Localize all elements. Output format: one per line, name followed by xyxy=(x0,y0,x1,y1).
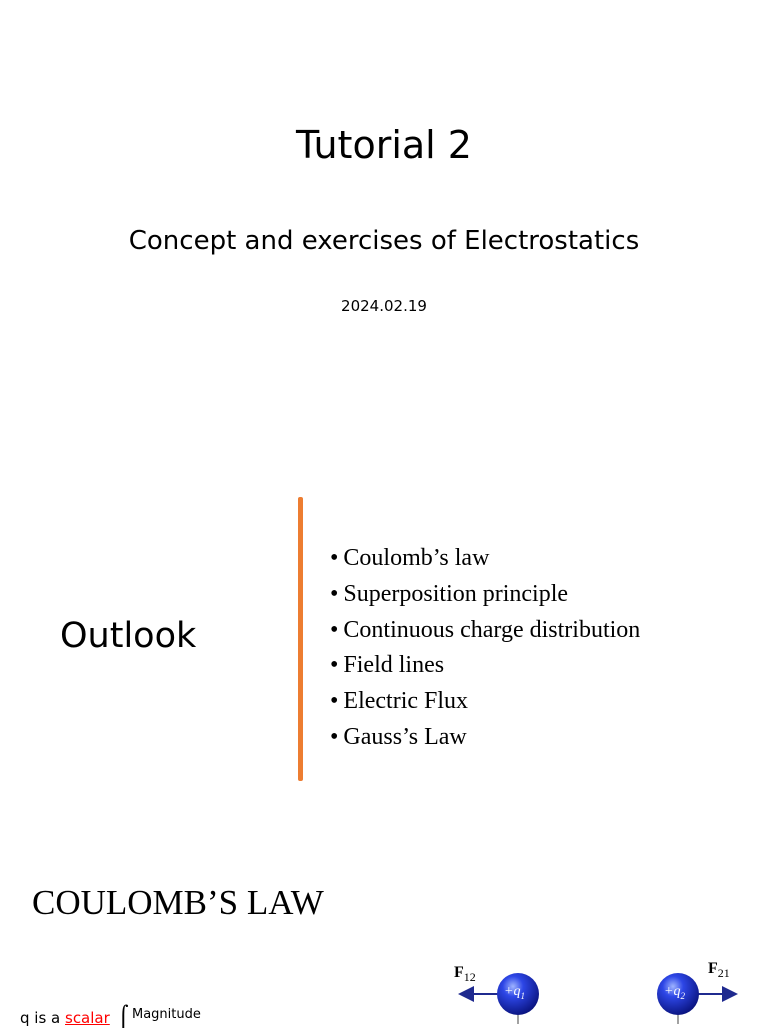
outlook-item: • Electric Flux xyxy=(330,684,640,720)
q-prefix: q is a xyxy=(20,1009,65,1027)
left-brace-icon: ⌠ xyxy=(118,1004,129,1028)
outlook-item: • Coulomb’s law xyxy=(330,541,640,577)
slide-title: Tutorial 2 xyxy=(296,123,472,167)
q-scalar-text xyxy=(20,1009,110,1027)
coulomb-diagram xyxy=(440,955,760,1024)
outlook-heading: Outlook xyxy=(60,616,197,656)
outlook-item: • Gauss’s Law xyxy=(330,720,640,756)
charge2-label: $+q_2$ xyxy=(664,984,685,1001)
outlook-list xyxy=(330,541,640,756)
q-scalar-highlight: scalar xyxy=(65,1009,110,1027)
magnitude-label: Magnitude xyxy=(132,1007,201,1022)
force21-label: $F_{21}$ xyxy=(708,960,730,981)
outlook-divider xyxy=(298,497,303,781)
outlook-item: • Field lines xyxy=(330,648,640,684)
coulomb-heading: COULOMB’S LAW xyxy=(32,883,324,922)
outlook-item: • Superposition principle xyxy=(330,577,640,613)
force12-label: $F_{12}$ xyxy=(454,964,476,985)
slide-subtitle: Concept and exercises of Electrostatics xyxy=(128,226,640,256)
charge1-label: $+q_1$ xyxy=(504,984,525,1001)
slide-date: 2024.02.19 xyxy=(341,297,427,315)
outlook-item: • Continuous charge distribution xyxy=(330,613,640,649)
